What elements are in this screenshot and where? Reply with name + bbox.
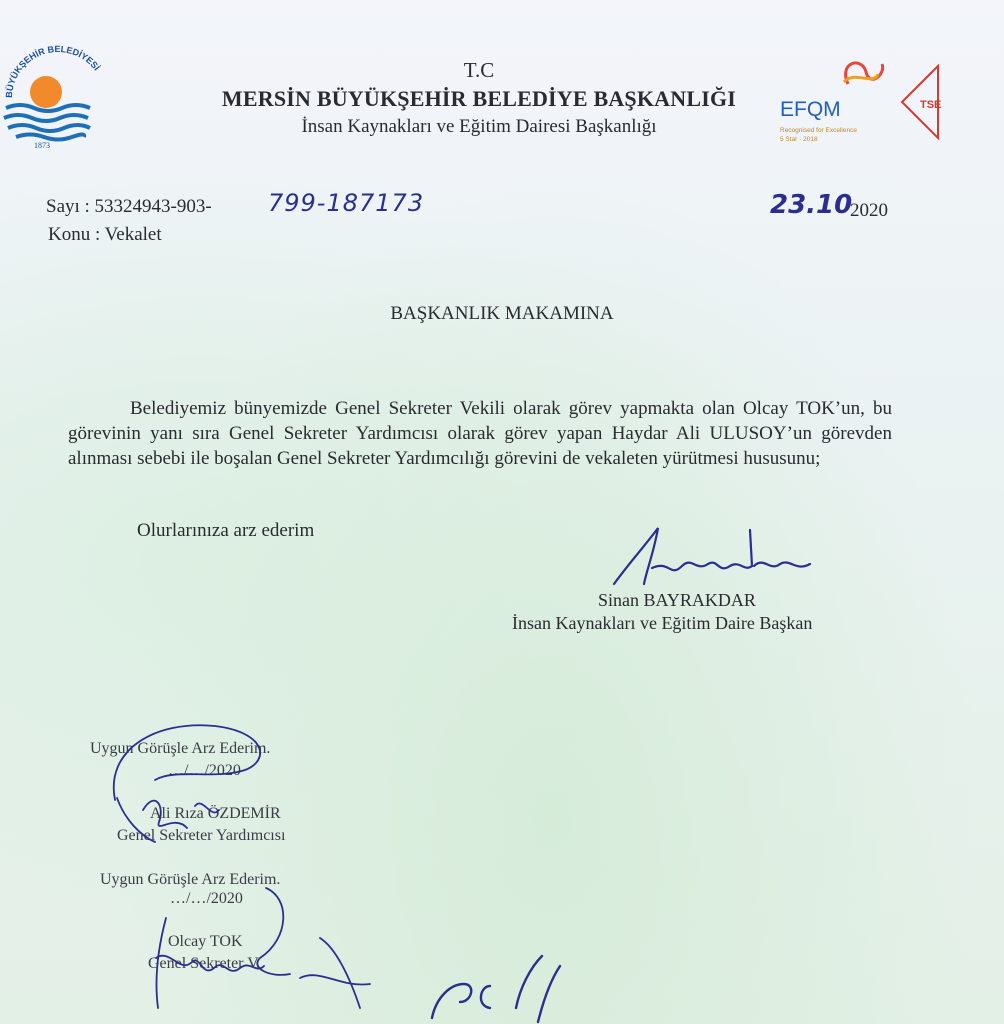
- efqm-ribbon-icon: [846, 63, 883, 84]
- approval-2-date: …/…/2020: [170, 890, 243, 907]
- logo-year: 1873: [34, 141, 50, 150]
- logo-arc-text: BÜYÜKŞEHİR BELEDİYESİ: [3, 43, 102, 99]
- approval-2-title: Genel Sekreter V.: [148, 955, 261, 972]
- reference-number-handwritten: 799-187173: [268, 189, 425, 217]
- date-handwritten: 23.10: [770, 190, 853, 220]
- signer-title: İnsan Kaynakları ve Eğitim Daire Başkan: [512, 613, 813, 633]
- body-paragraph: Belediyemiz bünyemizde Genel Sekreter Vekili olarak görev yapmakta olan Olcay TOK’un, bu görevinin yanı sıra Genel Sekreter Yardımcısı olarak görev yapan Haydar Ali ULUSOY’un görevden alınması sebebi ile boşalan Genel Sekreter Yardımcılığı görevini de vekaleten yürütmesi hususunu;: [68, 398, 892, 469]
- efqm-line2: 5 Star · 2018: [780, 136, 818, 143]
- salutation: BAŞKANLIK MAKAMINA: [390, 303, 614, 324]
- approval-1-name: Ali Rıza ÖZDEMİR: [150, 805, 281, 822]
- tse-label: TSE: [920, 99, 942, 111]
- approval-1-date: …/…/2020: [168, 762, 241, 779]
- closing-line: Olurlarınıza arz ederim: [137, 520, 315, 541]
- approval-1-phrase: Uygun Görüşle Arz Ederim.: [90, 740, 271, 757]
- approval-2-phrase: Uygun Görüşle Arz Ederim.: [100, 871, 281, 888]
- efqm-line1: Recognised for Excellence: [780, 127, 857, 134]
- date-year: 2020: [850, 200, 888, 221]
- subject-line: Konu : Vekalet: [48, 224, 162, 245]
- signer-name: Sinan BAYRAKDAR: [598, 590, 756, 610]
- signature-bottom: [420, 948, 580, 1024]
- efqm-label: EFQM: [780, 98, 841, 121]
- signature-approval-2: [140, 878, 400, 1024]
- department-title: İnsan Kaynakları ve Eğitim Dairesi Başkanlığı: [301, 116, 657, 137]
- header-tc: T.C: [463, 58, 495, 82]
- signature-approval-1: [95, 710, 315, 850]
- efqm-badge: [778, 52, 896, 148]
- approval-1-title: Genel Sekreter Yardımcısı: [117, 827, 286, 844]
- tse-badge: [896, 62, 942, 142]
- signature-main: [600, 522, 820, 592]
- approval-2-name: Olcay TOK: [168, 933, 243, 950]
- organization-title: MERSİN BÜYÜKŞEHİR BELEDİYE BAŞKANLIĞI: [221, 86, 737, 111]
- reference-number: Sayı : 53324943-903-: [46, 196, 212, 217]
